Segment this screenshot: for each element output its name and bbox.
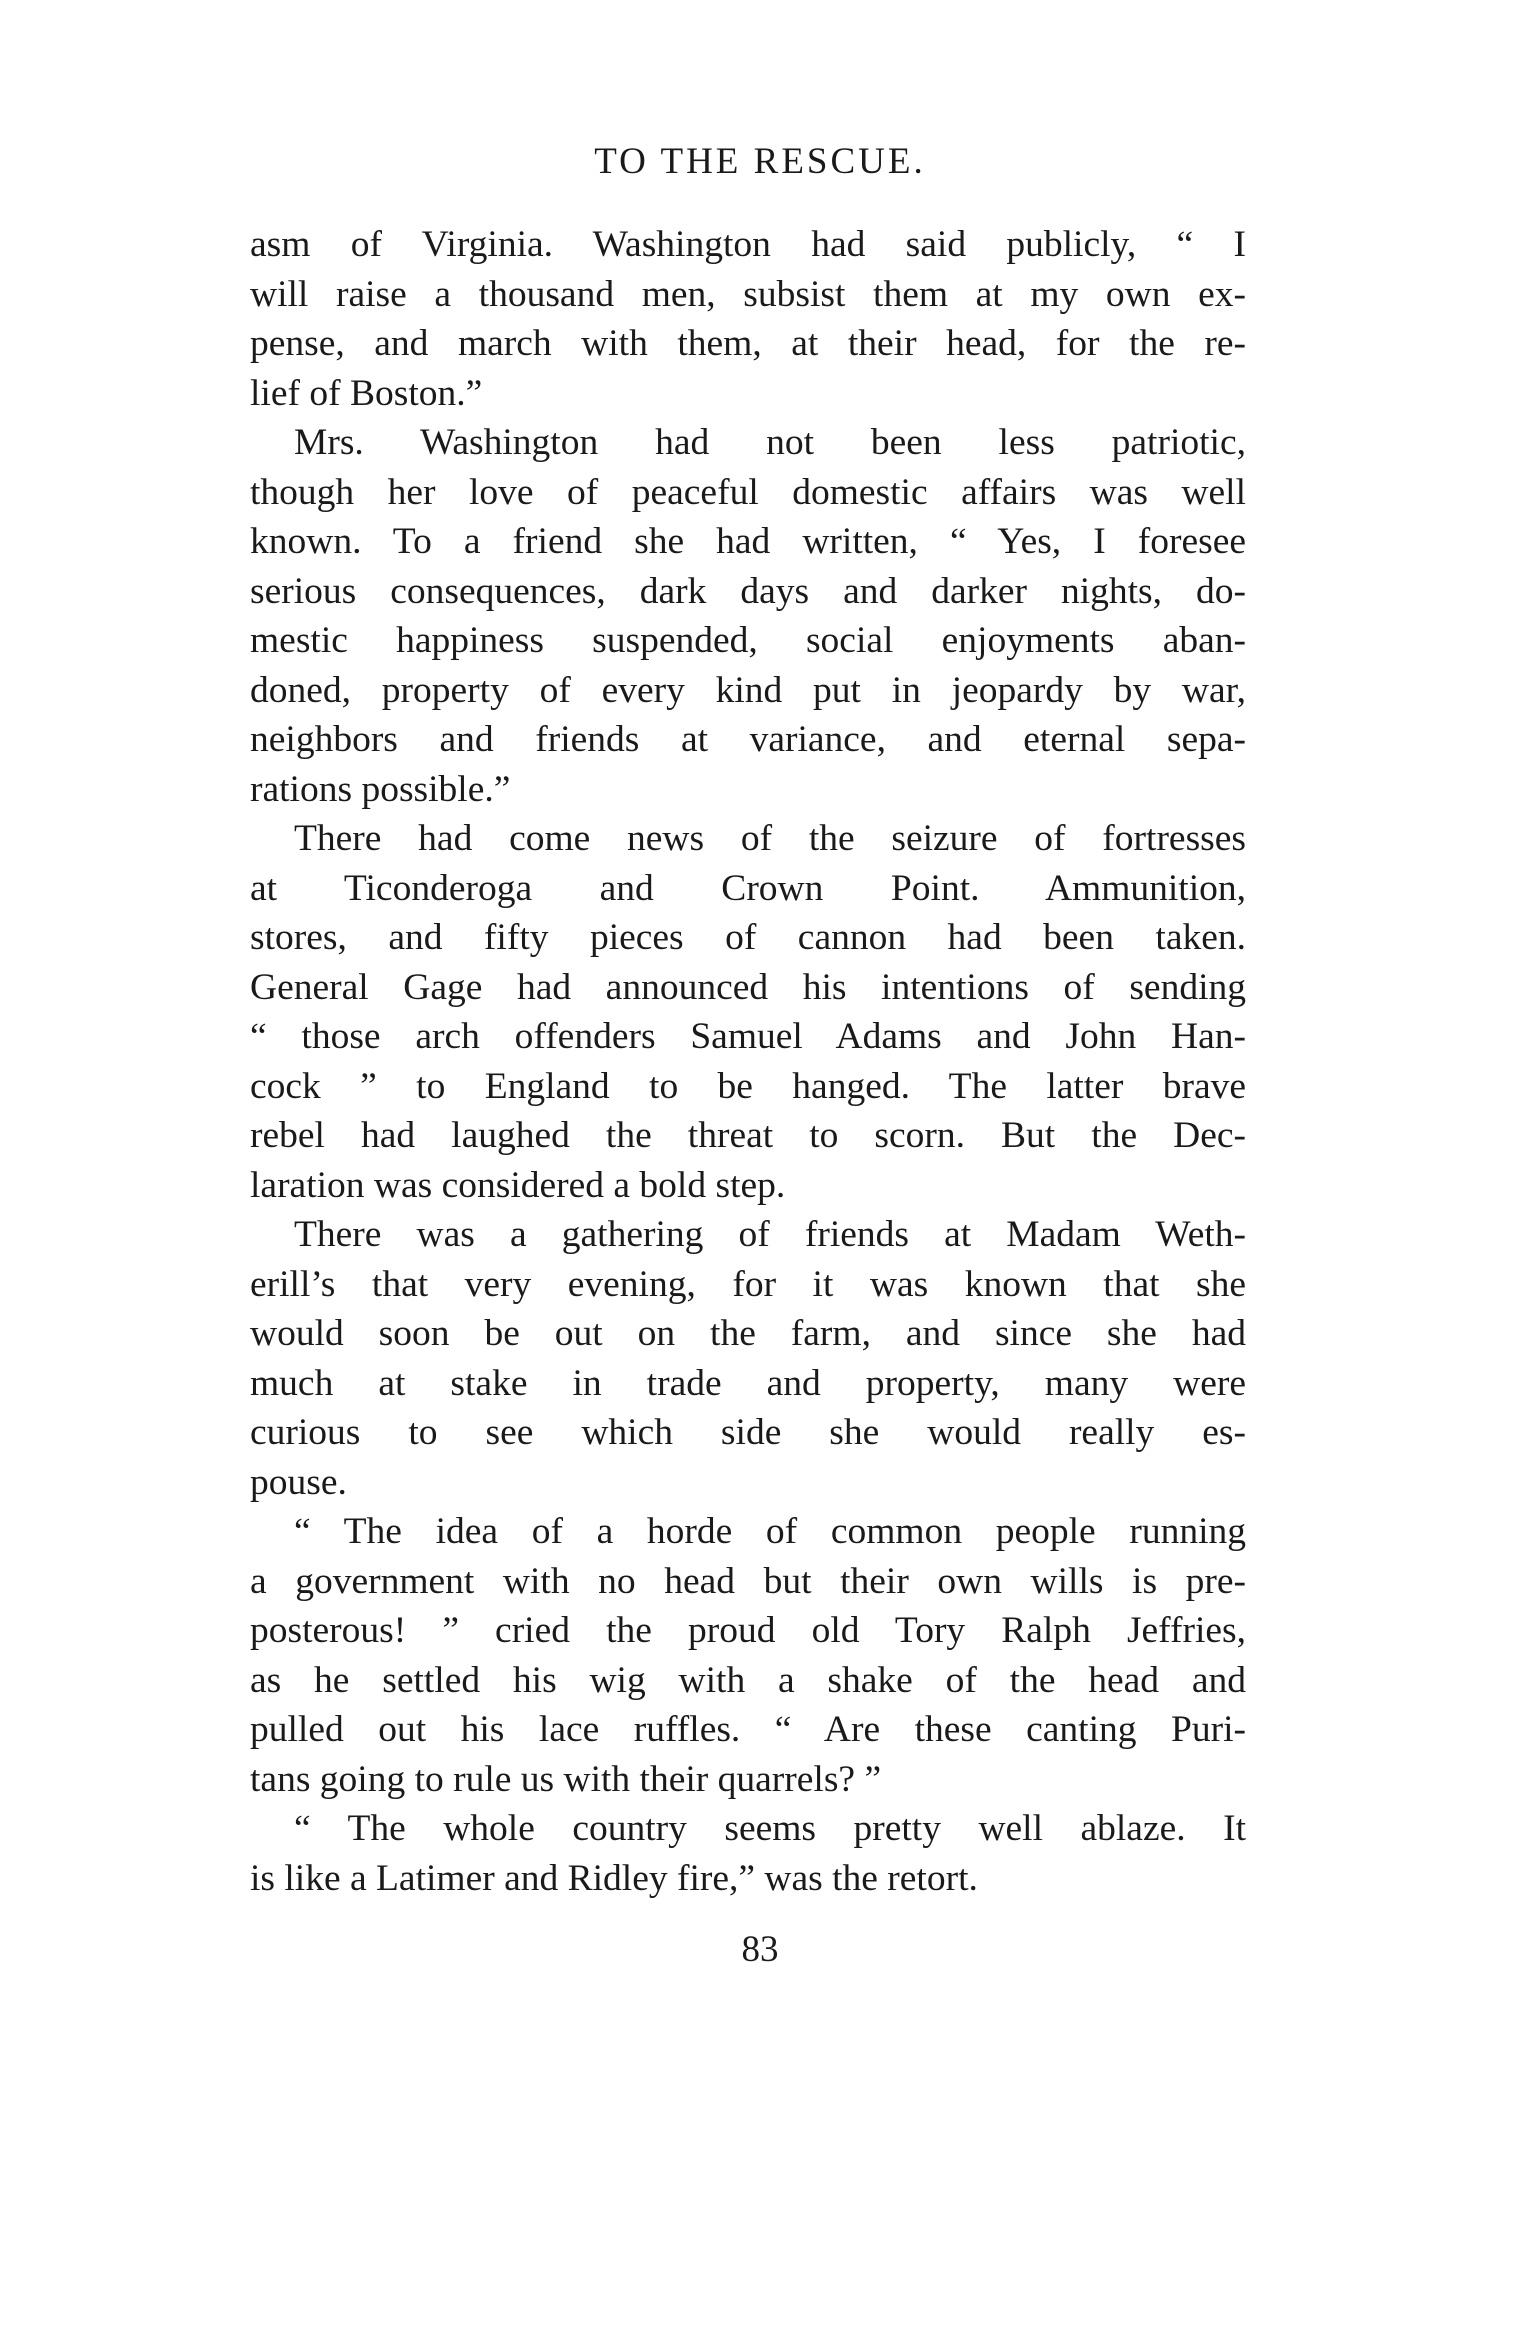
text-line: pulled out his lace ruffles. “ Are these canting Puri- — [250, 1709, 1246, 1750]
text-line: There had come news of the seizure of fortresses — [294, 818, 1246, 859]
text-line: rebel had laughed the threat to scorn. But the Dec- — [250, 1115, 1246, 1156]
text-line: Mrs. Washington had not been less patriotic, — [294, 422, 1246, 463]
text-line: a government with no head but their own wills is pre- — [250, 1560, 1246, 1602]
text-line: lief of Boston.” — [250, 372, 483, 414]
paragraph — [250, 1507, 1246, 1804]
text-line: pouse. — [250, 1461, 347, 1503]
text-line: rations possible.” — [250, 768, 511, 810]
paragraph — [250, 814, 1246, 1210]
text-line: mestic happiness suspended, social enjoyments aban- — [250, 620, 1246, 661]
text-line: cock ” to England to be hanged. The latter brave — [250, 1065, 1246, 1107]
text-line: “ those arch offenders Samuel Adams and John Han- — [250, 1016, 1246, 1057]
text-line: will raise a thousand men, subsist them at my own ex- — [250, 273, 1246, 315]
text-line: erill’s that very evening, for it was known that she — [250, 1263, 1246, 1305]
text-line: stores, and fifty pieces of cannon had been taken. — [250, 917, 1246, 958]
paragraph — [250, 1804, 1246, 1903]
text-line: laration was considered a bold step. — [250, 1164, 786, 1206]
text-line: though her love of peaceful domestic affairs was well — [250, 471, 1246, 513]
text-line: “ The whole country seems pretty well ablaze. It — [294, 1808, 1246, 1849]
text-line: neighbors and friends at variance, and eternal sepa- — [250, 719, 1246, 760]
text-line: is like a Latimer and Ridley fire,” was the retort. — [250, 1857, 978, 1899]
running-head: TO THE RESCUE. — [594, 141, 926, 182]
paragraph — [250, 220, 1246, 418]
page-number: 83 — [741, 1929, 779, 1970]
text-line: posterous! ” cried the proud old Tory Ralph Jeffries, — [250, 1610, 1246, 1651]
text-line: tans going to rule us with their quarrels? ” — [250, 1758, 882, 1800]
text-line: curious to see which side she would really es- — [250, 1412, 1246, 1453]
text-line: asm of Virginia. Washington had said publicly, “ I — [250, 224, 1246, 265]
text-line: would soon be out on the farm, and since she had — [250, 1313, 1246, 1354]
paragraph — [250, 418, 1246, 814]
text-line: much at stake in trade and property, many were — [250, 1362, 1246, 1404]
text-line: General Gage had announced his intentions of sending — [250, 966, 1246, 1008]
text-line: at Ticonderoga and Crown Point. Ammunition, — [250, 867, 1246, 909]
text-line: pense, and march with them, at their head, for the re- — [250, 323, 1246, 364]
paragraph — [250, 1210, 1246, 1507]
text-line: serious consequences, dark days and darker nights, do- — [250, 570, 1246, 612]
text-line: as he settled his wig with a shake of the head and — [250, 1659, 1246, 1701]
text-line: There was a gathering of friends at Madam Weth- — [294, 1214, 1246, 1255]
body-text — [250, 220, 1246, 1903]
text-line: known. To a friend she had written, “ Yes, I foresee — [250, 521, 1246, 562]
text-line: “ The idea of a horde of common people running — [294, 1511, 1246, 1552]
text-line: doned, property of every kind put in jeopardy by war, — [250, 669, 1246, 711]
